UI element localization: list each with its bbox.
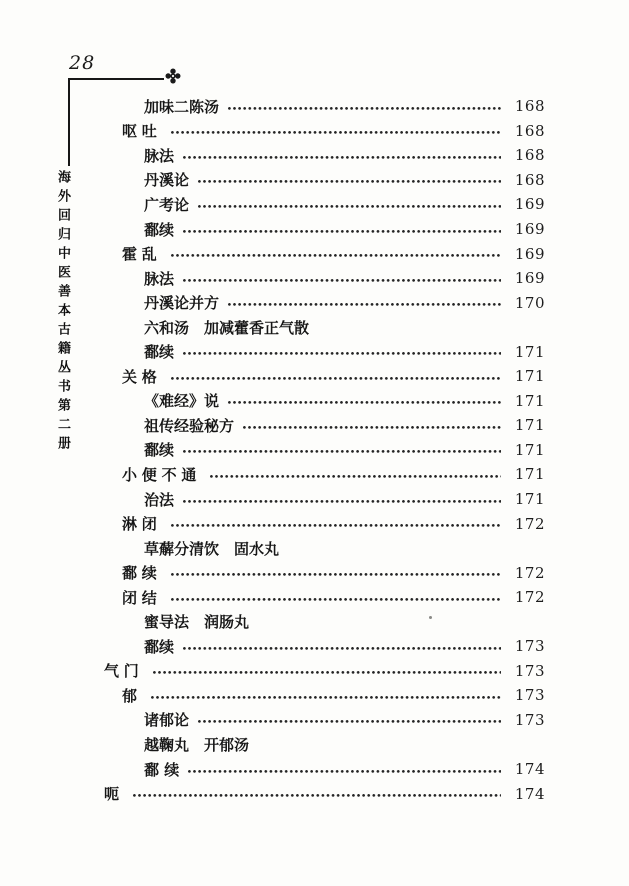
dot-leader: [228, 107, 501, 110]
entry-title: 霍乱: [122, 245, 162, 264]
entry-title: 鄱续: [122, 564, 162, 583]
toc-entry: [0, 757, 629, 782]
entry-page-number: 169: [514, 269, 545, 288]
entry-page-number: 169: [514, 220, 545, 238]
entry-title: 草薢分清饮 固水丸: [144, 539, 280, 558]
dot-leader: [171, 573, 501, 576]
toc-entry: [0, 217, 629, 242]
entry-page-number: 171: [514, 490, 545, 509]
entry-title: 脉法: [144, 146, 175, 165]
entry-title: 丹溪论: [144, 171, 190, 190]
dot-leader: [198, 180, 501, 183]
toc-entry: [0, 536, 629, 561]
toc-entry: [0, 315, 629, 340]
dot-leader: [210, 475, 501, 478]
dot-leader: [183, 500, 501, 503]
toc-entry: [0, 339, 629, 364]
entry-page-number: 172: [514, 514, 545, 533]
toc-entry: [0, 438, 629, 463]
toc-entry: [0, 609, 629, 634]
dot-leader: [198, 205, 501, 208]
entry-title: 《难经》说: [144, 392, 220, 411]
entry-page-number: 169: [514, 195, 545, 214]
entry-page-number: 174: [514, 760, 545, 779]
entry-title: 气门: [104, 662, 144, 681]
entry-title: 六和汤 加减藿香正气散: [144, 318, 310, 337]
dot-leader: [171, 377, 501, 380]
entry-page-number: 168: [514, 146, 545, 165]
toc-entry: [0, 634, 629, 659]
entry-title: 鄱续: [144, 220, 175, 239]
entry-title: 鄱 续: [144, 760, 180, 779]
dot-leader: [183, 450, 501, 453]
toc-entry: [0, 364, 629, 389]
entry-page-number: 171: [514, 416, 545, 435]
toc-entry: [0, 683, 629, 708]
dot-leader: [188, 770, 501, 773]
entry-title: 呃: [104, 785, 124, 804]
entry-title: 鄱续: [144, 343, 175, 362]
entry-title: 治法: [144, 490, 175, 509]
entry-title: 郁: [122, 686, 142, 705]
spine-title: 海外回归中医善本古籍丛书第二册: [55, 170, 70, 455]
dot-leader: [183, 352, 501, 355]
toc-entry: [0, 462, 629, 487]
entry-title: 脉法: [144, 269, 175, 288]
toc-entry: [0, 487, 629, 512]
dot-leader: [183, 230, 501, 233]
entry-title: 关格: [122, 367, 162, 386]
dot-leader: [228, 401, 501, 404]
entry-page-number: 171: [514, 367, 545, 386]
entry-title: 闭结: [122, 588, 162, 607]
toc-entry: [0, 659, 629, 684]
dot-leader: [183, 156, 501, 159]
rosette-icon: [165, 68, 181, 84]
entry-page-number: 173: [514, 661, 545, 680]
dot-leader: [171, 598, 501, 601]
scan-speck: [429, 616, 432, 619]
entry-page-number: 173: [514, 686, 545, 705]
entry-page-number: 168: [514, 97, 545, 116]
toc-list: [0, 94, 629, 806]
folio-number: 28: [69, 52, 96, 74]
dot-leader: [243, 426, 501, 429]
entry-title: 祖传经验秘方: [144, 416, 235, 435]
dot-leader: [133, 794, 501, 797]
entry-title: 广考论: [144, 195, 190, 214]
entry-page-number: 171: [514, 465, 545, 484]
toc-entry: [0, 168, 629, 193]
entry-title: 呕吐: [122, 122, 162, 141]
entry-page-number: 170: [514, 293, 545, 312]
toc-entry: [0, 781, 629, 806]
entry-page-number: 168: [514, 170, 545, 189]
toc-entry: [0, 511, 629, 536]
entry-title: 加味二陈汤: [144, 97, 220, 116]
entry-title: 淋闭: [122, 515, 162, 534]
dot-leader: [183, 647, 501, 650]
entry-page-number: 168: [514, 121, 545, 140]
toc-entry: [0, 266, 629, 291]
toc-entry: [0, 708, 629, 733]
toc-entry: [0, 560, 629, 585]
entry-title: 丹溪论并方: [144, 294, 220, 313]
dot-leader: [183, 279, 501, 282]
dot-leader: [171, 131, 501, 134]
entry-page-number: 172: [514, 563, 545, 582]
dot-leader: [171, 254, 501, 257]
entry-title: 蜜导法 润肠丸: [144, 613, 250, 632]
toc-entry: [0, 290, 629, 315]
toc-entry: [0, 585, 629, 610]
dot-leader: [153, 671, 501, 674]
entry-page-number: 173: [514, 710, 545, 729]
toc-entry: [0, 94, 629, 119]
dot-leader: [151, 696, 501, 699]
entry-title: 鄱续: [144, 441, 175, 460]
entry-title: 越鞠丸 开郁汤: [144, 735, 250, 754]
entry-page-number: 173: [514, 637, 545, 656]
entry-page-number: 171: [514, 391, 545, 410]
toc-entry: [0, 389, 629, 414]
header-rule: [68, 78, 164, 80]
dot-leader: [198, 720, 501, 723]
entry-page-number: 171: [514, 440, 545, 459]
toc-entry: [0, 143, 629, 168]
toc-entry: [0, 119, 629, 144]
toc-entry: [0, 413, 629, 438]
entry-page-number: 172: [514, 588, 545, 607]
entry-page-number: 174: [514, 784, 545, 803]
entry-title: 鄱续: [144, 637, 175, 656]
dot-leader: [228, 303, 501, 306]
entry-page-number: 169: [514, 244, 545, 263]
entry-page-number: 171: [514, 342, 545, 361]
entry-title: 诸郁论: [144, 711, 190, 730]
toc-entry: [0, 192, 629, 217]
dot-leader: [171, 524, 501, 527]
toc-entry: [0, 241, 629, 266]
entry-title: 小便不通: [122, 465, 202, 484]
toc-entry: [0, 732, 629, 757]
